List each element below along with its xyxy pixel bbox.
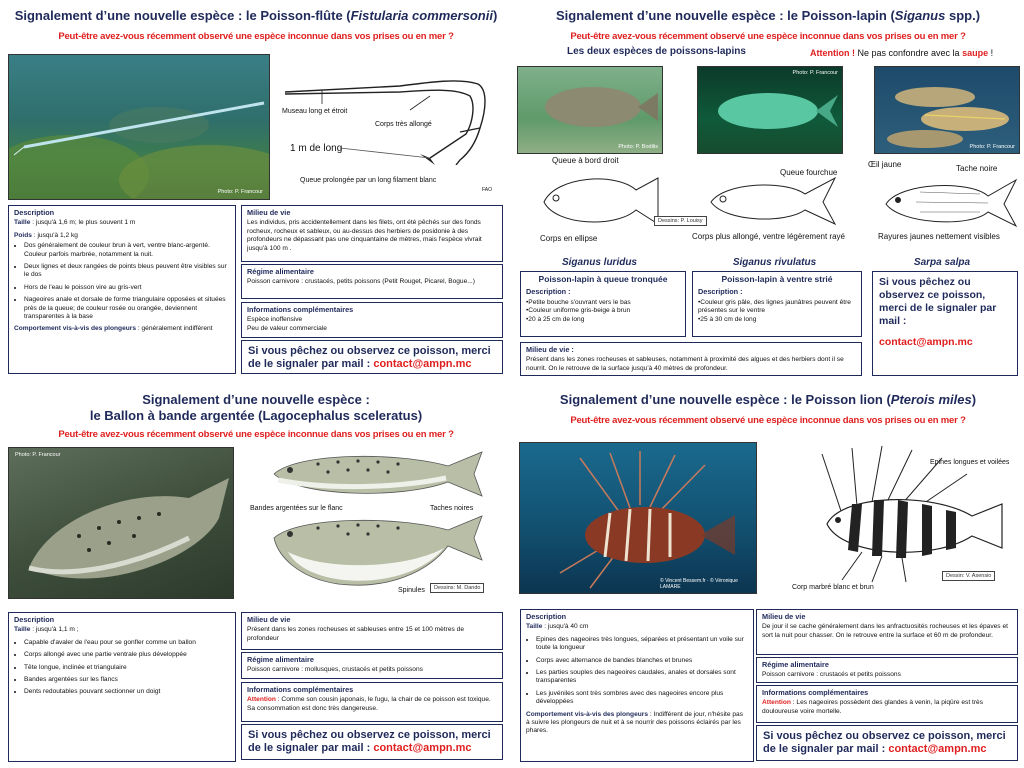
panel-title: Signalement d’une nouvelle espèce : le Ballon à bande argentée (Lagocephalus sceleratus) <box>89 392 423 423</box>
panel-title: Signalement d’une nouvelle espèce : le Poisson-lapin (Siganus spp.) <box>555 8 981 23</box>
list-item: • Nageoires anale et dorsale de forme triangulaire opposées et situées près de la queue; de couleur rosée ou orangée, deviennent transparentes à la base <box>24 296 230 321</box>
list-item: • Corps avec alternance de bandes blanches et brunes <box>536 657 748 665</box>
label-queue: Queue prolongée par un long filament blanc <box>300 177 437 184</box>
box-milieu: Milieu de vie Les individus, pris accidentellement dans les filets, ont été pêchés sur des fonds rocheux, rocheux et sableux, ou au-dessus des herbiers de posidonie à des profondeurs ne dépassant pas une cinquantaine de mètres, mais l'espèce vivrait jusqu'à 100 m . <box>241 205 503 262</box>
label-corps-allonge: Corps plus allongé, ventre légèrement rayé <box>692 232 845 241</box>
list-item: • Deux lignes et deux rangées de points bleus peuvent être visibles sur le dos <box>24 263 230 280</box>
species-name: Siganus luridus <box>561 257 637 268</box>
label-longueur: 1 m de long <box>290 143 343 154</box>
photo-poisson-flute <box>8 54 270 200</box>
fish-photo-illustration <box>9 448 234 599</box>
label-corps: Corp marbré blanc et brun <box>792 584 874 591</box>
panel-subtitle: Peut-être avez-vous récemment observé une espèce inconnue dans vos prises ou en mer ? <box>58 31 454 42</box>
photo-siganus-rivulatus <box>697 66 843 154</box>
photo-credit: Photo: P. Francour <box>792 70 838 76</box>
box-milieu: Milieu de vie De jour il se cache généralement dans les anfractuosités rocheuses et les épaves et sort la nuit pour chasser. On le retrouve entre la surface et 60 m de profondeur. <box>756 609 1018 655</box>
label-rayures: Rayures jaunes nettement visibles <box>878 232 1000 241</box>
box-infos: Informations complémentaires Espèce inoffensive Peu de valeur commerciale <box>241 302 503 338</box>
label-queue-fourchue: Queue fourchue <box>780 168 838 177</box>
attention-note: Attention ! Ne pas confondre avec la saupe ! <box>810 48 994 58</box>
list-item: • Dos généralement de couleur brun à vert, ventre blanc-argenté. Couleur parfois marbrée, notamment la nuit. <box>24 242 230 259</box>
photo-credit: Photo: P. Francour <box>15 452 61 458</box>
panel-subtitle: Peut-être avez-vous récemment observé une espèce inconnue dans vos prises ou en mer ? <box>58 429 454 440</box>
box-infos: Informations complémentaires Attention : Comme son cousin japonais, le fugu, la chair de ce poisson est toxique. Sa consommation est donc très dangereuse. <box>241 682 503 722</box>
species-name: Siganus rivulatus <box>732 257 817 268</box>
fish-photo-illustration <box>875 67 1020 154</box>
box-infos: Informations complémentaires Attention : Les nageoires possèdent des glandes à venin, la piqûre est très douloureuse voire mortelle. <box>756 685 1018 723</box>
box-siganus-rivulatus: Poisson-lapin à ventre strié Description : •Couleur gris pâle, des lignes jaunâtres peuvent être présentes sur le ventre •25 à 30 cm de long <box>692 271 862 337</box>
contact-email[interactable]: contact@ampn.mc <box>879 336 973 348</box>
label-taches: Taches noires <box>430 505 474 512</box>
species-name: Sarpa salpa <box>913 257 971 268</box>
panel-poisson-lapin <box>512 0 1024 384</box>
drawing-credit: Dessins: P. Louisy <box>654 216 707 226</box>
fish-photo-illustration <box>520 443 757 594</box>
panel-title: Signalement d’une nouvelle espèce : le Poisson lion (Pterois miles) <box>559 392 977 407</box>
list-item: • Capable d'avaler de l'eau pour se gonfler comme un ballon <box>24 639 230 647</box>
list-item: • Tête longue, inclinée et triangulaire <box>24 664 230 672</box>
box-milieu: Milieu de vie : Présent dans les zones rocheuses et sableuses, notamment à proximité des algues et des herbiers dont il se nourrit. On le retrouve de la surface jusqu'à 40 mètres de profondeur. <box>520 342 862 376</box>
box-milieu: Milieu de vie Présent dans les zones rocheuses et sableuses entre 15 et 100 mètres de profondeur <box>241 612 503 650</box>
label-corps-ellipse: Corps en ellipse <box>540 234 598 243</box>
panel-poisson-flute <box>0 0 512 384</box>
label-epines: Epines longues et voilées <box>930 459 1010 466</box>
cta-signalement: Si vous pêchez ou observez ce poisson, merci de le signaler par mail : contact@ampn.mc <box>872 271 1018 376</box>
drawing-siganus-rivulatus <box>705 172 840 230</box>
label-queue-droit: Queue à bord droit <box>552 156 619 165</box>
panel-subtitle: Peut-être avez-vous récemment observé une espèce inconnue dans vos prises ou en mer ? <box>570 31 966 42</box>
cta-signalement: Si vous pêchez ou observez ce poisson, merci de le signaler par mail : contact@ampn.mc <box>241 340 503 374</box>
fish-photo-illustration <box>9 55 270 200</box>
box-description: Description Taille : jusqu'à 40 cm • Epines des nageoires très longues, séparées et présentant un voile sur toute la longueur • Corps avec alternance de bandes blanches et brunes • Les parties souples des nageoires caudales, anales et dorsales sont transparentes • Les juvéniles sont très sombres avec des nageoires encore plus développées Comportement vis-à-vis des plongeurs : Indifférent de jour, n'hésite pas à suivre les plongeurs de nuit et à se nourrir des poissons éclairés par les phares. <box>520 609 754 762</box>
list-item: • Epines des nageoires très longues, séparées et présentant un voile sur toute la longueur <box>536 636 748 653</box>
photo-poisson-lion <box>519 442 757 594</box>
contact-email[interactable]: contact@ampn.mc <box>888 743 987 755</box>
panel-subtitle: Peut-être avez-vous récemment observé une espèce inconnue dans vos prises ou en mer ? <box>570 415 966 426</box>
cta-signalement: Si vous pêchez ou observez ce poisson, merci de le signaler par mail : contact@ampn.mc <box>241 724 503 760</box>
panel-poisson-lion <box>512 384 1024 768</box>
label-museau: Museau long et étroit <box>282 108 348 115</box>
drawing-siganus-luridus <box>536 168 666 230</box>
box-description: Description Taille : jusqu'à 1,1 m ; • Capable d'avaler de l'eau pour se gonfler comme un ballon • Corps allongé avec une partie ventrale plus développée • Tête longue, inclinée et triangulaire • Bandes argentées sur les flancs • Dents redoutables pouvant sectionner un doigt <box>8 612 236 762</box>
drawing-credit: Dessin: V. Asensio <box>942 571 995 581</box>
list-item: • Hors de l'eau le poisson vire au gris-vert <box>24 284 230 292</box>
list-item: • Dents redoutables pouvant sectionner un doigt <box>24 688 230 696</box>
fish-photo-illustration <box>518 67 663 154</box>
list-item: • Les parties souples des nageoires caudales, anales et dorsales sont transparentes <box>536 669 748 686</box>
photo-siganus-luridus <box>517 66 663 154</box>
box-regime: Régime alimentaire Poisson carnivore : crustacés et petits poissons <box>756 657 1018 683</box>
panel-title: Signalement d’une nouvelle espèce : le Poisson-flûte (Fistularia commersonii) <box>14 8 498 23</box>
photo-credit: © Vincent Bessem.fr · © Véronique LAMARE <box>660 578 738 590</box>
box-description: Description Taille : jusqu'à 1,6 m; le plus souvent 1 m Poids : jusqu'à 1,2 kg • Dos généralement de couleur brun à vert, ventre blanc-argenté. Couleur parfois marbrée, notamment la nuit. • Deux lignes et deux rangées de points bleus peuvent être visibles sur le dos • Hors de l'eau le poisson vire au gris-vert • Nageoires anale et dorsale de forme triangulaire opposées et situées près de la queue; de couleur rosée ou orangée, deviennent transparentes à la base Comportement vis-à-vis des plongeurs : généralement indifférent <box>8 205 236 374</box>
list-item: • Les juvéniles sont très sombres avec des nageoires encore plus développées <box>536 690 748 707</box>
fish-photo-illustration <box>698 67 843 154</box>
drawing-credit: Dessins: M. Dando <box>430 583 484 593</box>
label-tache: Tache noire <box>956 164 998 173</box>
box-regime: Régime alimentaire Poisson carnivore : mollusques, crustacés et petits poissons <box>241 652 503 679</box>
photo-ballon <box>8 447 234 599</box>
two-species-heading: Les deux espèces de poissons-lapins <box>567 46 746 57</box>
photo-credit: Photo: P. Francour <box>217 189 263 195</box>
box-siganus-luridus: Poisson-lapin à queue tronquée Description : •Petite bouche s'ouvrant vers le bas •Couleur uniforme gris-beige à brun •20 à 25 cm de long <box>520 271 686 337</box>
drawing-ballon-2 <box>268 512 488 592</box>
list-item: • Corps allongé avec une partie ventrale plus développée <box>24 651 230 659</box>
photo-credit: Photo: P. Bodilis <box>618 144 658 150</box>
photo-sarpa-salpa <box>874 66 1020 154</box>
drawing-sarpa-salpa <box>880 172 1020 232</box>
box-regime: Régime alimentaire Poisson carnivore : crustacés, petits poissons (Petit Rouget, Picarel, Bogue...) <box>241 264 503 299</box>
drawing-ballon-1 <box>268 448 488 508</box>
label-spinules: Spinules <box>398 587 425 594</box>
photo-credit: Photo: P. Francour <box>969 144 1015 150</box>
label-oeil: Œil jaune <box>868 160 902 169</box>
contact-email[interactable]: contact@ampn.mc <box>373 742 472 754</box>
cta-signalement: Si vous pêchez ou observez ce poisson, merci de le signaler par mail : contact@ampn.mc <box>756 725 1018 761</box>
drawing-credit: FAO <box>482 187 493 193</box>
list-item: • Bandes argentées sur les flancs <box>24 676 230 684</box>
label-corps: Corps très allongé <box>375 121 432 128</box>
panel-ballon <box>0 384 512 768</box>
label-bandes: Bandes argentées sur le flanc <box>250 505 343 512</box>
contact-email[interactable]: contact@ampn.mc <box>373 358 472 370</box>
